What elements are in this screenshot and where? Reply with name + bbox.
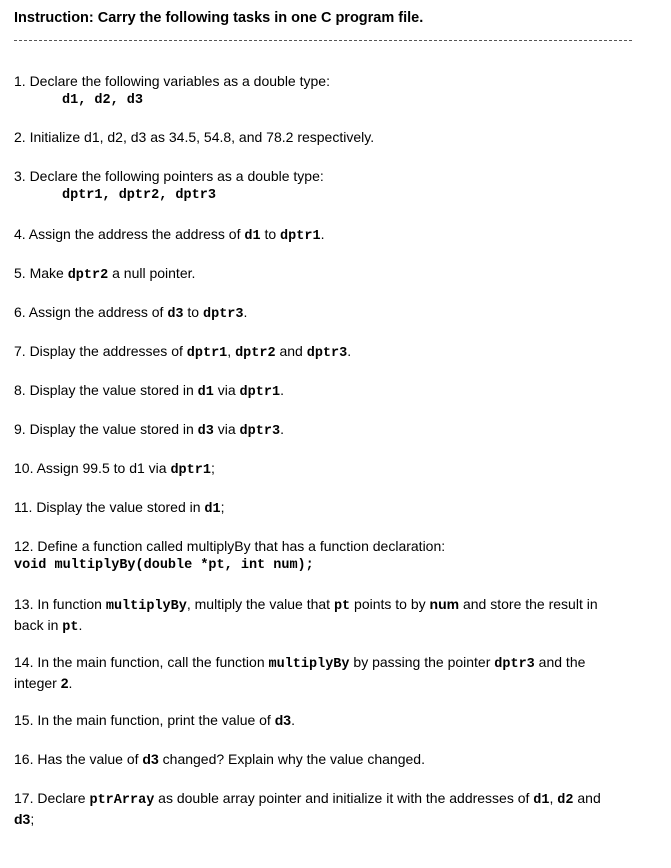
task-text: changed? Explain why the value changed. — [158, 751, 425, 767]
code-term: dptr1 — [239, 385, 281, 400]
code-term: d1 — [533, 793, 550, 808]
bold-term: 2 — [60, 675, 69, 691]
task-15 — [14, 711, 639, 730]
task-10 — [14, 459, 639, 480]
task-text: . — [243, 304, 248, 320]
code-term: multiplyBy — [105, 599, 187, 614]
code-term: pt — [62, 620, 79, 635]
task-12 — [14, 537, 639, 556]
task-text: 1. Declare the following variables as a double type: — [14, 73, 330, 89]
code-term: multiplyBy — [268, 657, 350, 672]
task-text: as double array pointer and initialize it with the addresses of — [154, 790, 534, 806]
code-term: d1 — [204, 502, 221, 517]
task-text: and — [275, 343, 307, 359]
code-term: dptr2 — [235, 346, 276, 361]
task-text: 13. In function — [14, 596, 106, 612]
code-term: d2 — [557, 793, 574, 808]
task-text: . — [291, 712, 295, 728]
task-text: 10. Assign 99.5 to d1 via — [14, 460, 171, 476]
task-text: 3. Declare the following pointers as a double type: — [14, 168, 324, 184]
task-text: 12. Define a function called multiplyBy that has a function declaration: — [14, 538, 446, 554]
task-16 — [14, 750, 639, 769]
task-text: and — [573, 790, 601, 806]
task-text: . — [78, 617, 83, 633]
instruction-title: Instruction: Carry the following tasks in one C program file. — [14, 10, 424, 26]
task-17 — [14, 789, 639, 829]
task-13 — [14, 595, 639, 637]
task-text: 4. Assign the address the address of — [14, 226, 245, 242]
task-text: 6. Assign the address of — [14, 304, 168, 320]
task-text: . — [68, 675, 73, 691]
task-3-code: dptr1, dptr2, dptr3 — [62, 188, 216, 203]
code-term: dptr1 — [170, 463, 211, 478]
task-14 — [14, 653, 639, 693]
task-text: 17. Declare — [14, 790, 90, 806]
task-text: . — [320, 226, 325, 242]
task-text: via — [213, 421, 240, 437]
task-text: , — [227, 343, 236, 359]
task-text: and the — [534, 654, 586, 670]
code-term: dptr3 — [203, 307, 244, 322]
task-text: back in — [14, 617, 63, 633]
task-2 — [14, 128, 639, 147]
task-text: . — [347, 343, 352, 359]
code-term: pt — [333, 599, 351, 614]
task-7 — [14, 342, 639, 363]
code-term: dptr3 — [306, 346, 348, 361]
task-text: to — [183, 304, 203, 320]
task-text: points to by — [350, 596, 430, 612]
task-text: . — [280, 421, 284, 437]
task-text: 5. Make — [14, 265, 68, 281]
code-term: d3 — [197, 424, 214, 439]
task-text: , — [549, 790, 558, 806]
task-text: to — [260, 226, 281, 242]
task-8 — [14, 381, 639, 402]
task-text: 16. Has the value of — [14, 751, 143, 767]
task-text: 7. Display the addresses of — [14, 343, 187, 359]
task-text: integer — [14, 675, 61, 691]
task-1 — [14, 72, 639, 91]
task-text: 14. In the main function, call the function — [14, 654, 269, 670]
task-9 — [14, 420, 639, 441]
code-term: d1 — [197, 385, 214, 400]
task-text: 8. Display the value stored in — [14, 382, 198, 398]
task-text: ; — [220, 499, 225, 515]
task-1-code: d1, d2, d3 — [62, 93, 144, 108]
task-text: via — [213, 382, 240, 398]
task-5 — [14, 264, 639, 285]
task-6 — [14, 303, 639, 324]
task-text: 9. Display the value stored in — [14, 421, 198, 437]
task-12-code: void multiplyBy(double *pt, int num); — [14, 558, 314, 573]
bold-term: num — [429, 596, 460, 612]
task-text: ; — [30, 811, 35, 827]
task-text: . — [280, 382, 284, 398]
task-4 — [14, 225, 639, 246]
task-11 — [14, 498, 639, 519]
task-text: a null pointer. — [108, 265, 196, 281]
bold-term: d3 — [142, 751, 159, 767]
task-text: ; — [210, 460, 215, 476]
task-text: by passing the pointer — [349, 654, 495, 670]
task-text: 15. In the main function, print the value of — [14, 712, 275, 728]
task-text: 11. Display the value stored in — [14, 499, 205, 515]
code-term: d3 — [167, 307, 184, 322]
task-text: 2. Initialize d1, d2, d3 as 34.5, 54.8, and 78.2 respectively. — [14, 129, 375, 145]
code-term: dptr1 — [280, 229, 321, 244]
task-text: , multiply the value that — [186, 596, 334, 612]
code-term: dptr2 — [67, 268, 109, 283]
code-term: dptr1 — [186, 346, 228, 361]
code-term: d1 — [244, 229, 261, 244]
task-text: and store the result in — [459, 596, 598, 612]
code-term: dptr3 — [239, 424, 281, 439]
task-3 — [14, 167, 639, 186]
bold-term: d3 — [14, 811, 31, 827]
bold-term: d3 — [274, 712, 292, 728]
dashed-divider — [14, 40, 632, 41]
code-term: dptr3 — [494, 657, 535, 672]
code-term: ptrArray — [89, 793, 155, 808]
